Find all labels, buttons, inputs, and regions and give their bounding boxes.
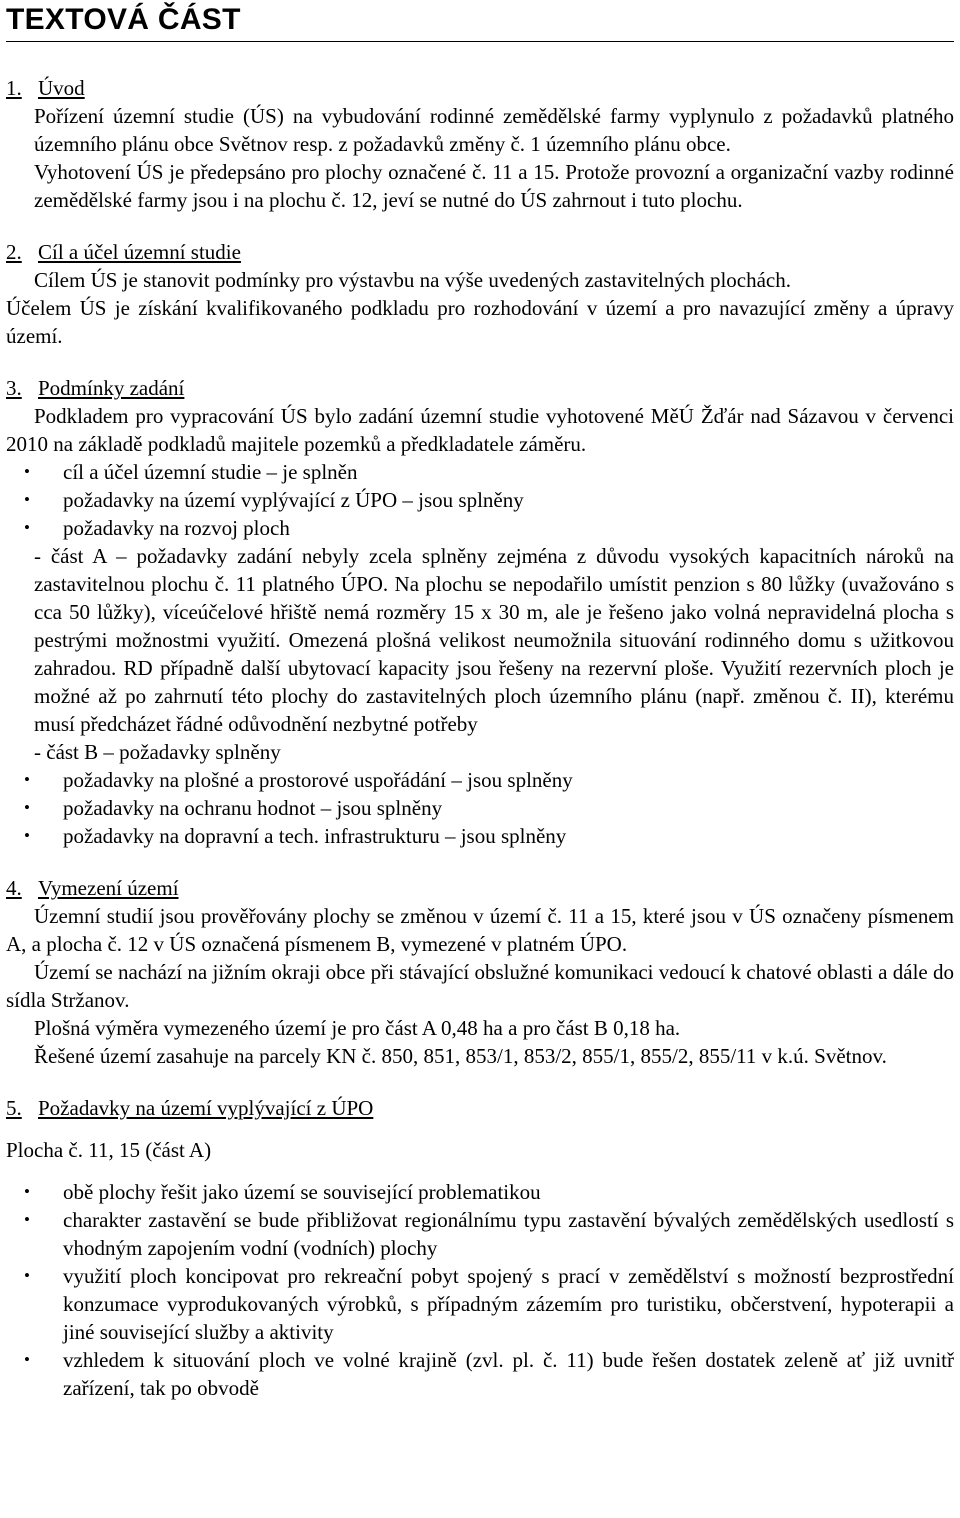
list-item: • obě plochy řešit jako území se související problematikou bbox=[6, 1178, 954, 1206]
section-number: 4. bbox=[6, 876, 22, 900]
subheading: Plocha č. 11, 15 (část A) bbox=[6, 1138, 212, 1162]
section-title: Cíl a účel územní studie bbox=[38, 240, 241, 264]
list-item: • využití ploch koncipovat pro rekreační pobyt spojený s prací v zemědělství s možností bezprostřední konzumace vyprodukovaných výrobků, s případným zázemím pro turistiku, občerstvení, hypoterapii a jiné související služby a aktivity bbox=[6, 1262, 954, 1346]
paragraph: Cílem ÚS je stanovit podmínky pro výstavbu na výše uvedených zastavitelných plochách. bbox=[34, 268, 792, 292]
bullet-list bbox=[6, 1178, 954, 1402]
section-3-heading bbox=[6, 374, 954, 402]
paragraph: Pořízení územní studie (ÚS) na vybudování rodinné zemědělské farmy vyplynulo z požadavků platného územního plánu obce Světnov resp. z požadavků změny č. 1 územního plánu obce. bbox=[34, 104, 954, 156]
section-number: 2. bbox=[6, 240, 22, 264]
bullet-list bbox=[6, 458, 954, 542]
section-title: Podmínky zadání bbox=[38, 376, 185, 400]
list-item: • požadavky na rozvoj ploch bbox=[6, 514, 954, 542]
section-1-heading bbox=[6, 74, 954, 102]
list-item: • požadavky na ochranu hodnot – jsou splněny bbox=[6, 794, 954, 822]
list-item: • požadavky na plošné a prostorové uspořádání – jsou splněny bbox=[6, 766, 954, 794]
section-4-heading bbox=[6, 874, 954, 902]
part-b-paragraph: - část B – požadavky splněny bbox=[34, 740, 281, 764]
paragraph: Územní studií jsou prověřovány plochy se změnou v území č. 11 a 15, které jsou v ÚS označeny písmenem A, a plocha č. 12 v ÚS označená písmenem B, vymezené v platném ÚPO. bbox=[6, 904, 954, 956]
section-2-heading bbox=[6, 238, 954, 266]
paragraph: Účelem ÚS je získání kvalifikovaného podkladu pro rozhodování v území a pro navazující změny a úpravy území. bbox=[6, 296, 954, 348]
paragraph: Podkladem pro vypracování ÚS bylo zadání územní studie vyhotovené MěÚ Žďár nad Sázavou v červenci 2010 na základě podkladů majitele pozemků a předkladatele záměru. bbox=[6, 404, 954, 456]
section-title: Vymezení území bbox=[38, 876, 179, 900]
list-item: • požadavky na dopravní a tech. infrastrukturu – jsou splněny bbox=[6, 822, 954, 850]
bullet-list bbox=[6, 766, 954, 850]
document-page bbox=[6, 0, 954, 1402]
paragraph: Řešené území zasahuje na parcely KN č. 850, 851, 853/1, 853/2, 855/1, 855/2, 855/11 v k.ú. Světnov. bbox=[34, 1044, 887, 1068]
section-number: 3. bbox=[6, 376, 22, 400]
section-5-heading bbox=[6, 1094, 954, 1122]
section-title: Úvod bbox=[38, 76, 85, 100]
list-item: • charakter zastavění se bude přibližovat regionálnímu typu zastavění bývalých zemědělských usedlostí s vhodným zapojením vodní (vodních) plochy bbox=[6, 1206, 954, 1262]
paragraph: Plošná výměra vymezeného území je pro část A 0,48 ha a pro část B 0,18 ha. bbox=[34, 1016, 681, 1040]
paragraph: Vyhotovení ÚS je předepsáno pro plochy označené č. 11 a 15. Protože provozní a organizační vazby rodinné zemědělské farmy jsou i na plochu č. 12, jeví se nutné do ÚS zahrnout i tuto plochu. bbox=[34, 160, 954, 212]
list-item: • požadavky na území vyplývající z ÚPO – jsou splněny bbox=[6, 486, 954, 514]
list-item: • cíl a účel územní studie – je splněn bbox=[6, 458, 954, 486]
page-title: TEXTOVÁ ČÁST bbox=[6, 0, 954, 42]
section-number: 1. bbox=[6, 76, 22, 100]
section-number: 5. bbox=[6, 1096, 22, 1120]
section-title: Požadavky na území vyplývající z ÚPO bbox=[38, 1096, 374, 1120]
paragraph: Území se nachází na jižním okraji obce při stávající obslužné komunikaci vedoucí k chatové oblasti a dále do sídla Stržanov. bbox=[6, 960, 954, 1012]
part-a-paragraph: - část A – požadavky zadání nebyly zcela splněny zejména z důvodu vysokých kapacitních nároků na zastavitelnou plochu č. 11 platného ÚPO. Na plochu se nepodařilo umístit penzion s 80 lůžky (uvažováno s cca 50 lůžky), víceúčelové hřiště nemá rozměry 15 x 30 m, ale je řešeno jako volná nepravidelná plocha s pestrými možnostmi využití. Omezená plošná velikost neumožnila situování rodinného domu s užitkovou zahradou. RD případně další ubytovací kapacity jsou řešeny na rezervní ploše. Využití rezervních ploch je možné až po zahrnutí této plochy do zastavitelných ploch územního plánu (např. změnou č. II), kterému musí předcházet řádné odůvodnění nezbytné potřeby bbox=[34, 544, 954, 736]
list-item: • vzhledem k situování ploch ve volné krajině (zvl. pl. č. 11) bude řešen dostatek zeleně ať již uvnitř zařízení, tak po obvodě bbox=[6, 1346, 954, 1402]
